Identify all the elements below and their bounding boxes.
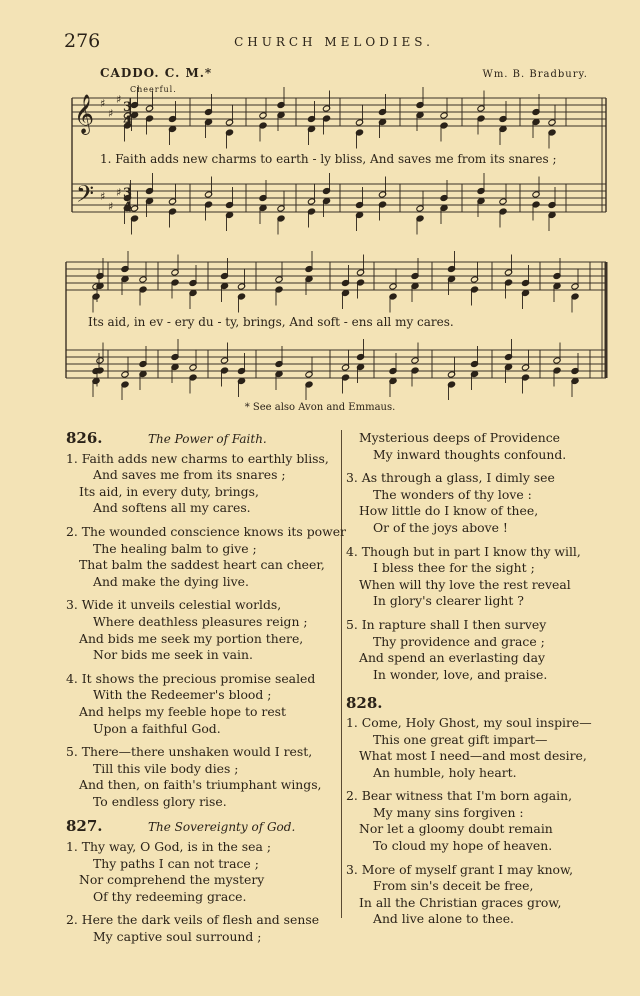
column-divider — [341, 430, 342, 918]
hymn-827-continued — [346, 430, 616, 683]
verse-line: From sin's deceit be free, — [373, 878, 534, 894]
hymn-number: 826. — [66, 429, 103, 447]
verse-line: To endless glory rise. — [93, 793, 227, 809]
tempo-marking: Cheerful. — [130, 85, 177, 94]
verse-line: How little do I know of thee, — [359, 503, 539, 519]
hymn-828-text — [346, 715, 616, 928]
verse-line: To cloud my hope of heaven. — [373, 838, 553, 854]
svg-text:3: 3 — [123, 100, 133, 115]
stanza — [66, 597, 336, 663]
stanza — [66, 839, 336, 905]
composer: Wm. B. Bradbury. — [482, 69, 588, 80]
stanza — [66, 451, 336, 517]
stanza — [346, 470, 616, 536]
verse-line: 3. More of myself grant I may know, — [346, 861, 574, 877]
verse-line: Or of the joys above ! — [373, 519, 508, 535]
stanza — [346, 617, 616, 683]
tune-name: CADDO. C. M.* — [100, 66, 213, 80]
verse-line: And spend an everlasting day — [359, 650, 545, 666]
verse-line: And then, on faith's triumphant wings, — [79, 777, 322, 793]
verse-line: In all the Christian graces grow, — [359, 894, 562, 910]
hymn-number: 827. — [66, 817, 103, 836]
verse-line: And bids me seek my portion there, — [79, 630, 304, 646]
verse-line: The wonders of thy love : — [373, 486, 532, 502]
left-column — [66, 429, 346, 953]
verse-line: What most I need—and most desire, — [359, 748, 587, 764]
svg-text:♯: ♯ — [100, 97, 106, 110]
verse-line: Upon a faithful God. — [93, 720, 221, 736]
svg-text:♯: ♯ — [108, 200, 114, 213]
verse-line: 3. Wide it unveils celestial worlds, — [66, 597, 282, 613]
verse-line: And live alone to thee. — [373, 911, 514, 927]
verse-line: Thy providence and grace ; — [373, 633, 545, 649]
hymn-number: 828. — [346, 694, 383, 713]
verse-line: Mysterious deeps of Providence — [359, 430, 560, 445]
hymn-827-text — [66, 839, 336, 946]
verse-line: And saves me from its snares ; — [93, 467, 286, 483]
svg-text:♯: ♯ — [100, 190, 106, 203]
verse-line: This one great gift impart— — [373, 731, 548, 747]
verse-line: My inward thoughts confound. — [373, 446, 567, 462]
verse-line: In glory's clearer light ? — [373, 593, 524, 609]
verse-line: Of thy redeeming grace. — [93, 888, 247, 904]
verse-line: 4. Though but in part I know thy will, — [346, 543, 581, 559]
hymn-827-heading — [66, 818, 336, 836]
svg-text:♯: ♯ — [116, 186, 122, 199]
stanza — [346, 788, 616, 854]
verse-line: In wonder, love, and praise. — [373, 666, 548, 682]
verse-line: My many sins forgiven : — [373, 804, 524, 820]
verse-line: Nor comprehend the mystery — [79, 872, 265, 888]
svg-text:𝄢: 𝄢 — [76, 180, 95, 213]
verse-line: Thy paths I can not trace ; — [93, 855, 259, 871]
verse-line: Its aid, in every duty, brings, — [79, 483, 259, 499]
lyric-line-1: 1. Faith adds new charms to earth - ly bliss, And saves me from its snares ; — [100, 152, 557, 166]
verse-line: When will thy love the rest reveal — [359, 576, 571, 592]
stanza — [66, 671, 336, 737]
verse-line: 2. Bear witness that I'm born again, — [346, 788, 573, 804]
verse-line: 2. The wounded conscience knows its power — [66, 523, 346, 539]
right-column — [346, 430, 616, 935]
stanza — [346, 862, 616, 928]
running-title: CHURCH MELODIES. — [234, 35, 434, 49]
verse-line: An humble, holy heart. — [373, 764, 517, 780]
verse-line: Where deathless pleasures reign ; — [93, 613, 308, 629]
verse-line: 2. Here the dark veils of flesh and sense — [66, 912, 320, 928]
verse-line: My captive soul surround ; — [93, 929, 262, 945]
svg-text:4: 4 — [123, 200, 133, 215]
stanza — [346, 544, 616, 610]
svg-text:3: 3 — [123, 186, 133, 201]
bar-lines — [66, 98, 606, 378]
stanza — [346, 430, 616, 463]
stanza — [66, 523, 346, 590]
staff-lines — [66, 98, 606, 378]
hymn-title: The Power of Faith. — [148, 432, 267, 446]
verse-line: 4. It shows the precious promise sealed — [66, 670, 316, 686]
verse-line: 1. Faith adds new charms to earthly bliss, — [66, 450, 329, 466]
verse-line: 5. In rapture shall I then survey — [346, 616, 547, 632]
verse-line: And make the dying live. — [93, 573, 249, 589]
hymn-826-text — [66, 450, 346, 811]
verse-line: 5. There—there unshaken would I rest, — [66, 744, 313, 760]
verse-line: Nor bids me seek in vain. — [93, 647, 253, 663]
verse-line: With the Redeemer's blood ; — [93, 687, 272, 703]
music-score — [0, 0, 640, 400]
svg-text:𝄞: 𝄞 — [74, 94, 95, 134]
svg-text:♯: ♯ — [116, 93, 122, 106]
verse-line: I bless thee for the sight ; — [373, 560, 535, 576]
verse-line: Till this vile body dies ; — [93, 760, 239, 776]
svg-text:♯: ♯ — [108, 107, 114, 120]
footnote: * See also Avon and Emmaus. — [244, 402, 396, 413]
page-number: 276 — [64, 30, 101, 52]
hymn-828-heading — [346, 695, 616, 712]
verse-line: That balm the saddest heart can cheer, — [79, 557, 325, 573]
verse-line: 3. As through a glass, I dimly see — [346, 470, 555, 486]
verse-line: The healing balm to give ; — [93, 540, 257, 556]
verse-line: 1. Thy way, O God, is in the sea ; — [66, 839, 271, 855]
stanza — [66, 744, 336, 810]
verse-line: Nor let a gloomy doubt remain — [359, 821, 553, 837]
verse-line: And helps my feeble hope to rest — [79, 703, 287, 719]
verse-line: 1. Come, Holy Ghost, my soul inspire— — [346, 714, 592, 730]
hymn-title: The Sovereignty of God. — [148, 820, 296, 835]
lyric-line-2: Its aid, in ev - ery du - ty, brings, And soft - ens all my cares. — [88, 315, 454, 329]
stanza — [66, 912, 336, 945]
svg-text:4: 4 — [123, 114, 133, 129]
notes — [92, 87, 579, 400]
verse-line: And softens all my cares. — [93, 500, 251, 516]
hymn-826-heading — [66, 430, 336, 448]
stanza — [346, 715, 616, 781]
